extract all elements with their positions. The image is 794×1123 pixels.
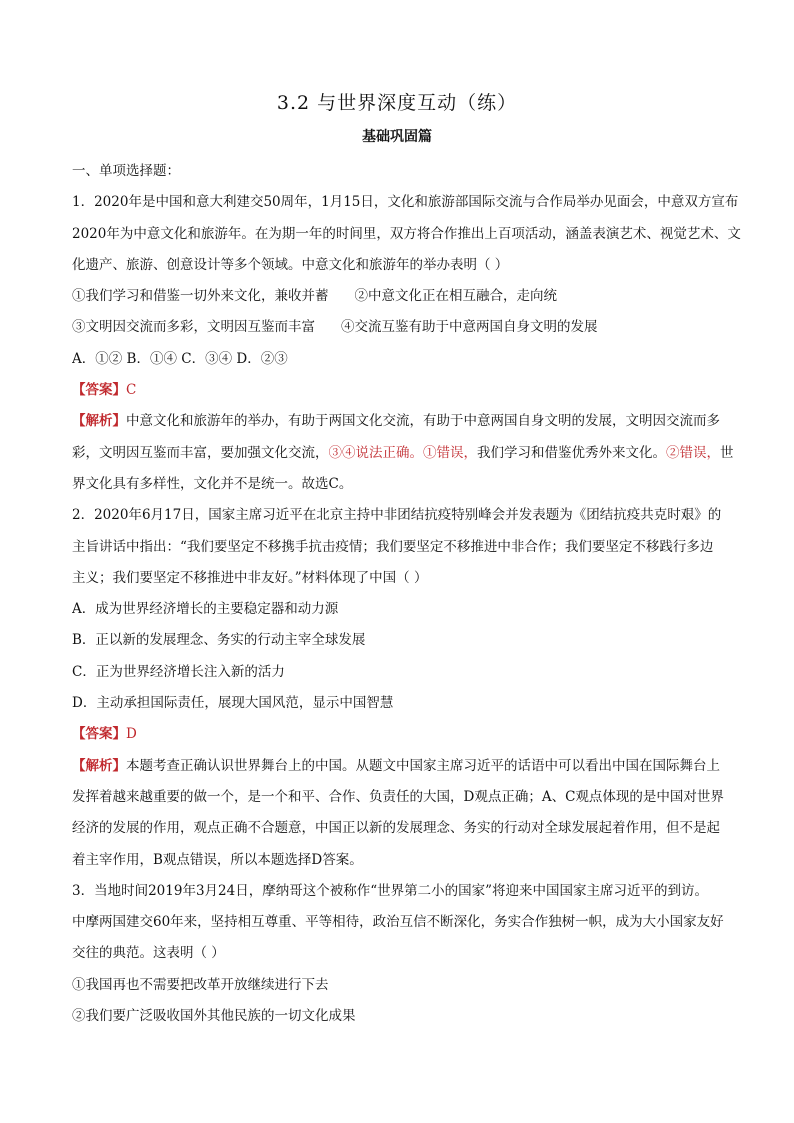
q3-stem-line: 中摩两国建交60年来，坚持相互尊重、平等相待，政治互信不断深化，务实合作独树一帜，成为大小国家友好 [72, 914, 724, 931]
q1-stem-line: 1．2020年是中国和意大利建交50周年，1月15日，文化和旅游部国际交流与合作局举办见面会，中意双方宣布 [72, 194, 739, 211]
analysis-label: 【解析】 [72, 413, 126, 430]
q2-option: B．正以新的发展理念、务实的行动主宰全球发展 [72, 632, 366, 649]
q2-option: D．主动承担国际责任，展现大国风范，显示中国智慧 [72, 695, 394, 712]
q1-options-row [72, 281, 752, 312]
q2-stem-line: 2．2020年6月17日，国家主席习近平在北京主持中非团结抗疫特别峰会并发表题为《团结抗疫共克时艰》的 [72, 507, 722, 524]
analysis-text: 我们学习和借鉴优秀外来文化。 [477, 444, 666, 461]
q1-choices: A．①② B．①④ C．③④ D．②③ [72, 350, 288, 367]
q1-option: ①我们学习和借鉴一切外来文化，兼收并蓄 [72, 288, 329, 305]
q2-analysis-line: 着主宰作用，B观点错误，所以本题选择D答案。 [72, 851, 363, 868]
q3-option: ②我们要广泛吸收国外其他民族的一切文化成果 [72, 1008, 356, 1025]
q2-analysis-line [72, 751, 752, 782]
q1-analysis-line [72, 406, 752, 437]
q2-analysis-line: 经济的发展的作用，观点正确不合题意，中国正以新的发展理念、务实的行动对全球发展起着作用，但不是起 [72, 820, 720, 837]
page-subtitle: 基础巩固篇 [362, 129, 432, 145]
analysis-text-red: ③④说法正确。①错误， [328, 444, 477, 461]
analysis-text: 彩，文明因互鉴而丰富，要加强文化交流， [72, 444, 329, 461]
q2-analysis-line: 发挥着越来越重要的做一个，是一个和平、合作、负责任的大国，D观点正确；A、C观点体现的是中国对世界 [72, 788, 724, 805]
q2-stem-line: 主义；我们要坚定不移推进中非友好。”材料体现了中国（ ） [72, 569, 428, 586]
q1-stem-line: 化遗产、旅游、创意设计等多个领域。中意文化和旅游年的举办表明（ ） [72, 256, 509, 273]
page-title: 3.2 与世界深度互动（练） [276, 92, 518, 114]
q1-option: ②中意文化正在相互融合，走向统 [354, 288, 557, 305]
answer-value: D [126, 726, 137, 743]
analysis-text: 本题考查正确认识世界舞台上的中国。从题文中国家主席习近平的话语中可以看出中国在国际舞台上 [126, 757, 720, 774]
q3-stem-line: 交往的典范。这表明（ ） [72, 945, 225, 962]
answer-value: C [126, 382, 137, 399]
analysis-text: 中意文化和旅游年的举办，有助于两国文化交流，有助于中意两国自身文明的发展，文明因交流而多 [126, 413, 720, 430]
q1-options-row [72, 312, 752, 343]
q1-option: ④交流互鉴有助于中意两国自身文明的发展 [341, 319, 598, 336]
q1-option: ③文明因交流而多彩，文明因互鉴而丰富 [72, 319, 315, 336]
q2-option: A．成为世界经济增长的主要稳定器和动力源 [72, 601, 339, 618]
q1-answer [72, 375, 752, 406]
q2-stem-line: 主旨讲话中指出：“我们要坚定不移携手抗击疫情；我们要坚定不移推进中非合作；我们要坚定不移践行多边 [72, 538, 714, 555]
q1-analysis-line: 界文化具有多样性，文化并不是统一。故选C。 [72, 475, 353, 492]
q3-option: ①我国再也不需要把改革开放继续进行下去 [72, 976, 329, 993]
section-heading: 一、单项选择题： [72, 163, 180, 179]
answer-label: 【答案】 [72, 382, 126, 399]
analysis-label: 【解析】 [72, 757, 126, 774]
analysis-text: 世 [720, 444, 734, 461]
analysis-text-red: ②错误， [666, 444, 720, 461]
document-body [72, 156, 752, 1032]
q1-stem-line: 2020年为中意文化和旅游年。在为期一年的时间里，双方将合作推出上百项活动，涵盖表演艺术、视觉艺术、文 [72, 225, 741, 242]
q3-stem-line: 3．当地时间2019年3月24日，摩纳哥这个被称作“世界第二小的国家”将迎来中国国家主席习近平的到访。 [72, 882, 709, 899]
answer-label: 【答案】 [72, 726, 126, 743]
q2-answer [72, 719, 752, 750]
q1-analysis-line [72, 438, 752, 469]
q2-option: C．正为世界经济增长注入新的活力 [72, 663, 285, 680]
